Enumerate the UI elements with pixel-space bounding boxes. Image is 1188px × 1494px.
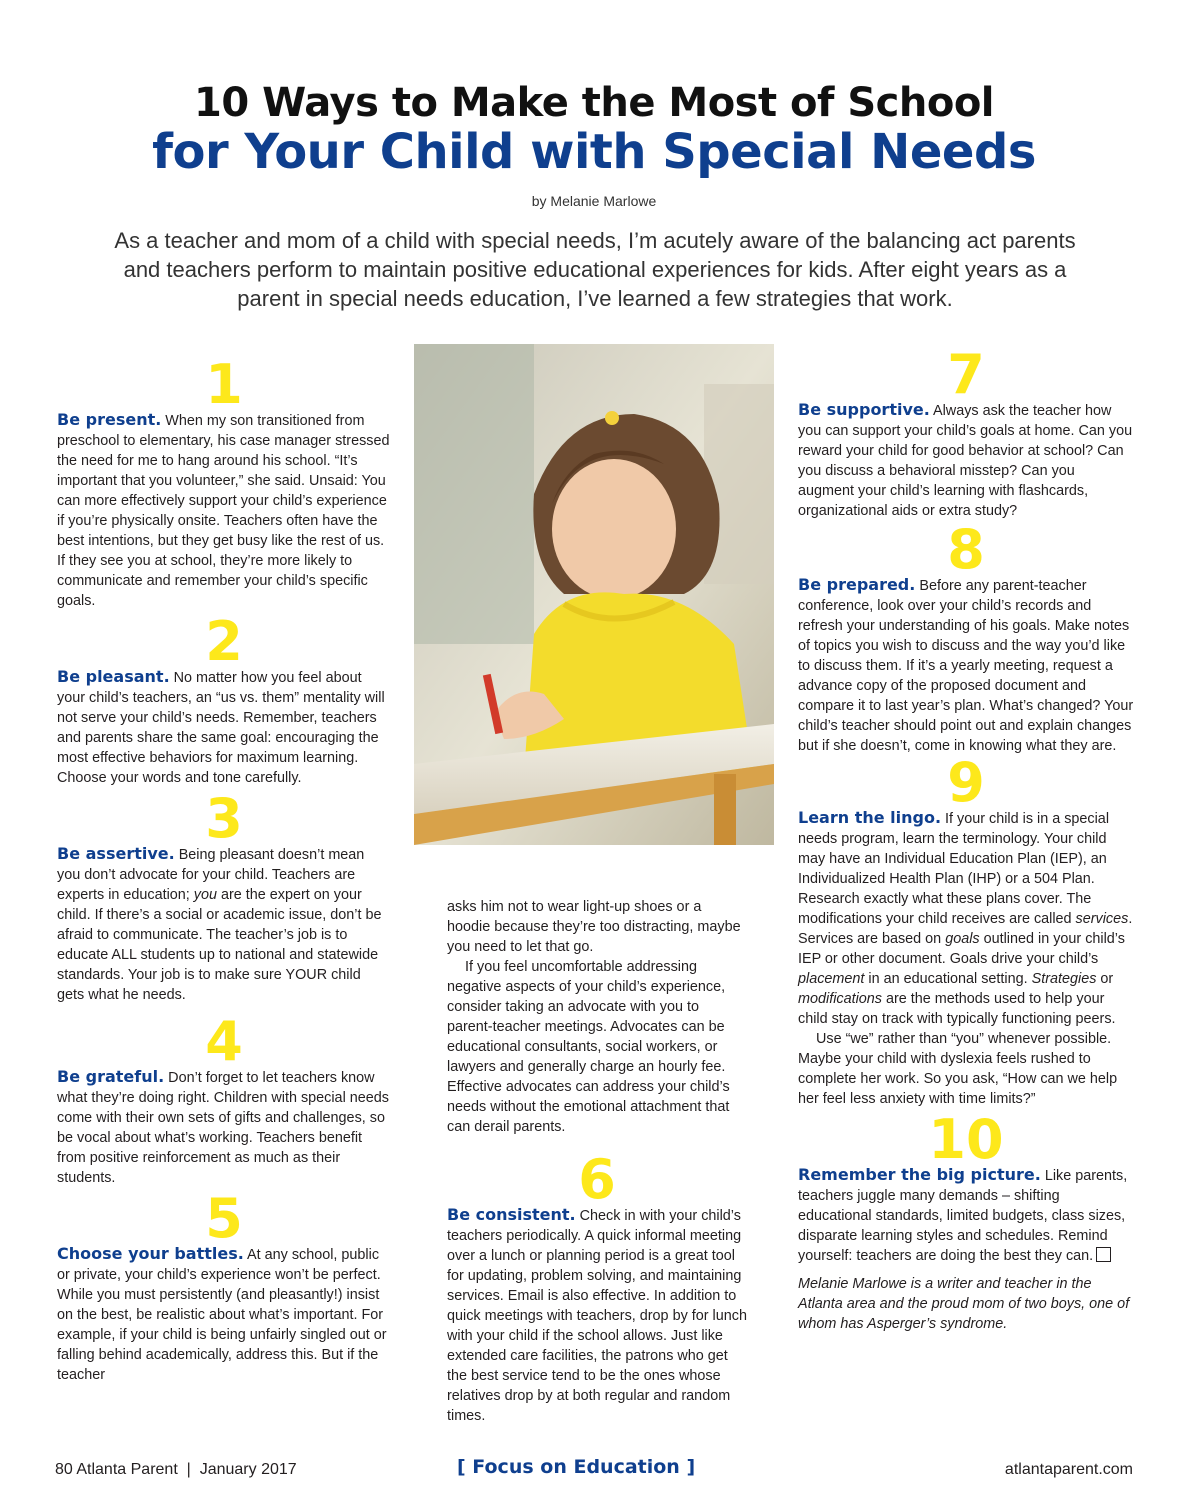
tip-text: When my son transitioned from preschool to elementary, his case manager stressed the need for me to hang around his school. “It’s important that you volunteer,” she said. Unsaid: You can more effectively support your child’s experience if you’re physically onsite. Teachers often have the best intentions, but they get busy like the rest of us. If they see you at school, they’re more likely to communicate and remember your child’s specific goals. [57,413,390,609]
tip-text: Before any parent-teacher conference, look over your child’s records and refresh your understanding of his goals. Make notes of topics you wish to discuss and the way you’d like to discuss them. If it’s a yearly meeting, request a advance copy of the proposed document and compare it to last year’s plan. What’s changed? Your child’s teacher should point out and explain changes but if she doesn’t, come in knowing what they are. [798,578,1134,754]
tip-1 [57,410,391,611]
left-column [57,353,391,1385]
term-modifications: modifications [798,991,882,1007]
tip-3 [57,844,391,1005]
tip-number: 7 [947,343,985,406]
tip-lead: Be pleasant. [57,667,170,686]
tip-text: Check in with your child’s teachers periodically. A quick informal meeting over a lunch or planning period is a great tool for updating, problem solving, and maintaining services. Email is also effective. In addition to quick meetings with teachers, drop by for lunch with your child if the school allows. Just like extended care facilities, the patrons who get the best service tend to be the ones whose relatives drop by at both regular and random times. [447,1208,747,1424]
tip-lead: Choose your battles. [57,1244,244,1263]
byline: by Melanie Marlowe [531,193,657,209]
tip-lead: Be consistent. [447,1205,576,1224]
end-mark-box-icon [1096,1247,1111,1262]
tip-text: No matter how you feel about your child’s teachers, an “us vs. them” mentality will not serve your child’s needs. Remember, teachers and parents share the same goal: encouraging the most effective behaviors for maximum learning. Choose your words and tone carefully. [57,670,385,786]
tip-lead: Be assertive. [57,844,175,863]
term-goals: goals [945,931,980,947]
tip-lead: Be grateful. [57,1067,165,1086]
tip-number: 8 [947,518,985,581]
tip-number: 5 [205,1187,243,1250]
tip-text: Always ask the teacher how you can support your child’s goals at home. Can you reward your child for good behavior at school? Can you discuss a behavioral misstep? Can you augment your child’s learning with flashcards, organizational aids or extra study? [798,403,1133,519]
tip-number: 3 [205,787,243,850]
tip-text: in an educational setting. [864,971,1032,987]
tip-5 [57,1244,391,1385]
tip-text: are the methods used to help your child stay on track with typically functioning peers. [798,991,1116,1027]
term-services: services [1075,911,1129,927]
tip-number: 4 [205,1010,243,1073]
tip-lead: Remember the big picture. [798,1165,1041,1184]
tip-number: 6 [578,1148,616,1211]
we-paragraph: Use “we” rather than “you” whenever possible. Maybe your child with dyslexia feels rushed to complete her work. So you ask, “How can we help her feel less anxiety with time limits?” [798,1031,1118,1107]
footer-section-label: [ Focus on Education ] [457,1456,696,1478]
tip-text: . Services are based on [798,911,1133,947]
footer-website: atlantaparent.com [1004,1461,1133,1478]
tip-8 [798,575,1134,756]
intro-paragraph: As a teacher and mom of a child with special needs, I’m acutely aware of the balancing act parents and teachers perform to maintain positive educational experiences for kids. After eight years as a parent in special needs education, I’ve learned a few strategies that work. [114,228,1076,311]
tip-6 [447,1205,747,1426]
tip-text: are the expert on your child. If there’s a social or academic issue, don’t be afraid to communicate. The teacher’s job is to educate ALL students up to national and statewide standards. Your job is to make sure YOUR child gets what he needs. [57,887,382,1003]
term-placement: placement [798,971,865,987]
tip-text: outlined in your child’s IEP or other document. Goals drive your child’s [798,931,1125,967]
right-column [798,343,1134,1334]
tip-number: 2 [205,610,243,673]
tip-lead: Learn the lingo. [798,808,942,827]
footer-page-info: 80 Atlanta Parent | January 2017 [55,1461,297,1478]
tip-9 [798,808,1134,1029]
title-line-2: for Your Child with Special Needs [152,124,1036,180]
child-drawing-photo [414,344,774,845]
tip-7 [798,400,1134,521]
tip-number: 1 [205,353,243,416]
tip-4 [57,1067,391,1188]
tip-text: At any school, public or private, your child’s experience won’t be perfect. While you must persistently (and pleasantly!) insist on the best, be realistic about what’s important. For example, if your child is being unfairly singled out or falling behind academically, address this. But if the teacher [57,1247,387,1383]
tip-text: Don’t forget to let teachers know what they’re doing right. Children with special needs come with their own sets of gifts and challenges, so be vocal about what’s working. Teachers benefit from positive reinforcement as much as their students. [57,1070,389,1186]
tip-5-continued: asks him not to wear light-up shoes or a hoodie because they’re too distracting, maybe you need to let that go. [447,899,741,955]
middle-column [447,897,747,1426]
tip-number: 9 [947,751,985,814]
tip-lead: Be supportive. [798,400,930,419]
tip-10 [798,1165,1134,1266]
author-bio: Melanie Marlowe is a writer and teacher in the Atlanta area and the proud mom of two boys, one of whom has Asperger’s syndrome. [798,1276,1130,1332]
tip-lead: Be present. [57,410,162,429]
tip-text: If your child is in a special needs program, learn the terminology. Your child may have an Individual Education Plan (IEP), an Individualized Health Plan (IHP) or a 504 Plan. Research exactly what these plans cover. The modifications your child receives are called [798,811,1110,927]
tip-text-emphasis: you [193,887,217,903]
tip-number: 10 [928,1108,1004,1171]
tip-lead: Be prepared. [798,575,916,594]
title-line-1: 10 Ways to Make the Most of School [193,80,995,126]
tip-text: Being pleasant doesn’t mean you don’t advocate for your child. Teachers are experts in education; [57,847,365,903]
tip-2 [57,667,391,788]
tip-text: Like parents, teachers juggle many demands – shifting educational standards, limited budgets, class sizes, disparate learning styles and schedules. Remind yourself: teachers are doing the best they can. [798,1168,1128,1264]
advocate-paragraph: If you feel uncomfortable addressing negative aspects of your child’s experience, consider taking an advocate with you to parent-teacher meetings. Advocates can be educational consultants, social workers, or lawyers and generally charge an hourly fee. Effective advocates can address your child’s needs without the emotional attachment that can derail parents. [447,959,730,1135]
term-strategies: Strategies [1031,971,1097,987]
tip-text: or [1096,971,1114,987]
